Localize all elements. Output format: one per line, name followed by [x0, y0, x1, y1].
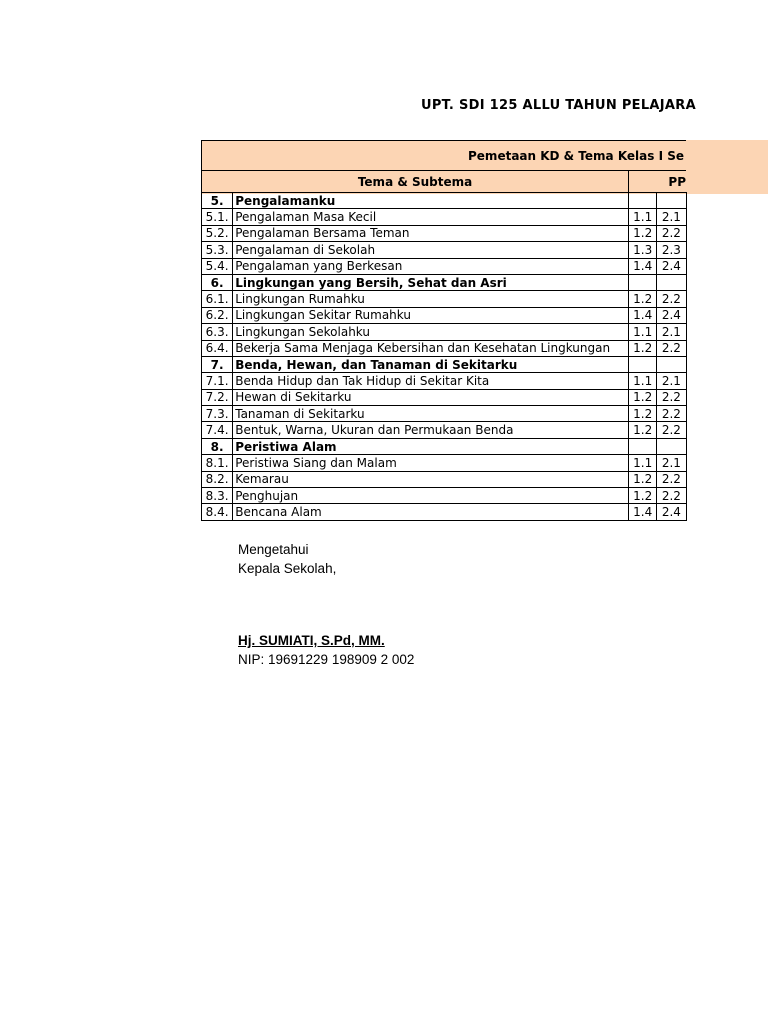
row-number: 7.1.	[202, 373, 233, 389]
theme-row	[202, 193, 687, 209]
row-number: 6.	[202, 274, 233, 290]
row-kd-2: 2.2	[657, 488, 686, 504]
row-name: Kemarau	[233, 471, 629, 487]
table-header-row	[202, 171, 687, 193]
subtheme-row	[202, 373, 687, 389]
row-kd-2	[657, 438, 686, 454]
row-name: Bencana Alam	[233, 504, 629, 520]
row-number: 5.4.	[202, 258, 233, 274]
row-number: 5.1.	[202, 209, 233, 225]
row-kd-1	[629, 356, 657, 372]
row-kd-2: 2.2	[657, 291, 686, 307]
row-name: Lingkungan Sekolahku	[233, 324, 629, 340]
row-kd-2	[657, 193, 686, 209]
row-number: 7.3.	[202, 406, 233, 422]
row-name: Lingkungan Sekitar Rumahku	[233, 307, 629, 323]
row-number: 8.3.	[202, 488, 233, 504]
row-number: 6.2.	[202, 307, 233, 323]
row-kd-1	[629, 438, 657, 454]
row-number: 5.	[202, 193, 233, 209]
theme-row	[202, 356, 687, 372]
row-kd-1: 1.1	[629, 324, 657, 340]
row-number: 8.4.	[202, 504, 233, 520]
row-number: 8.	[202, 438, 233, 454]
row-number: 6.4.	[202, 340, 233, 356]
row-kd-1: 1.2	[629, 488, 657, 504]
row-kd-2: 2.4	[657, 504, 686, 520]
row-kd-2: 2.1	[657, 373, 686, 389]
row-kd-2: 2.2	[657, 389, 686, 405]
document-title: UPT. SDI 125 ALLU TAHUN PELAJARA	[421, 98, 696, 113]
row-kd-1: 1.2	[629, 225, 657, 241]
table-title-row	[202, 141, 687, 171]
row-kd-1: 1.2	[629, 389, 657, 405]
row-number: 8.1.	[202, 455, 233, 471]
header-tema-subtema: Tema & Subtema	[202, 171, 629, 193]
row-kd-1: 1.1	[629, 209, 657, 225]
subtheme-row	[202, 209, 687, 225]
row-kd-1: 1.4	[629, 258, 657, 274]
row-name: Pengalamanku	[233, 193, 629, 209]
row-name: Penghujan	[233, 488, 629, 504]
row-name: Benda Hidup dan Tak Hidup di Sekitar Kita	[233, 373, 629, 389]
subtheme-row	[202, 242, 687, 258]
kd-mapping-table	[201, 140, 687, 521]
row-number: 7.2.	[202, 389, 233, 405]
row-kd-1: 1.3	[629, 242, 657, 258]
row-name: Pengalaman yang Berkesan	[233, 258, 629, 274]
row-name: Bekerja Sama Menjaga Kebersihan dan Kesehatan Lingkungan	[233, 340, 629, 356]
row-kd-2	[657, 356, 686, 372]
row-name: Bentuk, Warna, Ukuran dan Permukaan Benda	[233, 422, 629, 438]
subtheme-row	[202, 504, 687, 520]
row-kd-2: 2.2	[657, 422, 686, 438]
subtheme-row	[202, 324, 687, 340]
row-kd-1: 1.2	[629, 340, 657, 356]
row-kd-1: 1.2	[629, 291, 657, 307]
principal-title: Kepala Sekolah,	[238, 561, 337, 576]
row-name: Pengalaman di Sekolah	[233, 242, 629, 258]
row-name: Hewan di Sekitarku	[233, 389, 629, 405]
row-number: 6.1.	[202, 291, 233, 307]
row-name: Pengalaman Bersama Teman	[233, 225, 629, 241]
row-name: Lingkungan Rumahku	[233, 291, 629, 307]
row-number: 7.4.	[202, 422, 233, 438]
row-kd-1: 1.4	[629, 504, 657, 520]
row-name: Pengalaman Masa Kecil	[233, 209, 629, 225]
row-name: Tanaman di Sekitarku	[233, 406, 629, 422]
subtheme-row	[202, 291, 687, 307]
row-number: 6.3.	[202, 324, 233, 340]
row-number: 5.3.	[202, 242, 233, 258]
subtheme-row	[202, 389, 687, 405]
row-number: 8.2.	[202, 471, 233, 487]
row-name: Peristiwa Alam	[233, 438, 629, 454]
row-kd-2: 2.4	[657, 258, 686, 274]
row-kd-1: 1.2	[629, 471, 657, 487]
subtheme-row	[202, 488, 687, 504]
row-kd-2: 2.1	[657, 455, 686, 471]
row-kd-2: 2.1	[657, 209, 686, 225]
subtheme-row	[202, 307, 687, 323]
row-name: Lingkungan yang Bersih, Sehat dan Asri	[233, 274, 629, 290]
kd-mapping-table-container	[201, 140, 698, 521]
row-kd-2	[657, 274, 686, 290]
subtheme-row	[202, 258, 687, 274]
row-kd-2: 2.2	[657, 225, 686, 241]
theme-row	[202, 274, 687, 290]
subtheme-row	[202, 340, 687, 356]
subtheme-row	[202, 406, 687, 422]
principal-name: Hj. SUMIATI, S.Pd, MM.	[238, 633, 385, 648]
row-kd-2: 2.2	[657, 340, 686, 356]
row-name: Benda, Hewan, dan Tanaman di Sekitarku	[233, 356, 629, 372]
row-kd-1: 1.2	[629, 406, 657, 422]
subtheme-row	[202, 225, 687, 241]
row-kd-1: 1.1	[629, 373, 657, 389]
acknowledgement-label: Mengetahui	[238, 542, 309, 557]
row-kd-2: 2.2	[657, 471, 686, 487]
table-title: Pemetaan KD & Tema Kelas I Se	[202, 141, 687, 171]
row-kd-2: 2.2	[657, 406, 686, 422]
row-kd-1	[629, 193, 657, 209]
principal-nip: NIP: 19691229 198909 2 002	[238, 652, 415, 667]
row-kd-2: 2.1	[657, 324, 686, 340]
subtheme-row	[202, 471, 687, 487]
row-kd-1	[629, 274, 657, 290]
theme-row	[202, 438, 687, 454]
row-number: 7.	[202, 356, 233, 372]
header-pp: PP	[629, 171, 686, 193]
row-name: Peristiwa Siang dan Malam	[233, 455, 629, 471]
row-kd-1: 1.1	[629, 455, 657, 471]
row-kd-1: 1.2	[629, 422, 657, 438]
row-number: 5.2.	[202, 225, 233, 241]
subtheme-row	[202, 455, 687, 471]
row-kd-1: 1.4	[629, 307, 657, 323]
row-kd-2: 2.3	[657, 242, 686, 258]
row-kd-2: 2.4	[657, 307, 686, 323]
subtheme-row	[202, 422, 687, 438]
